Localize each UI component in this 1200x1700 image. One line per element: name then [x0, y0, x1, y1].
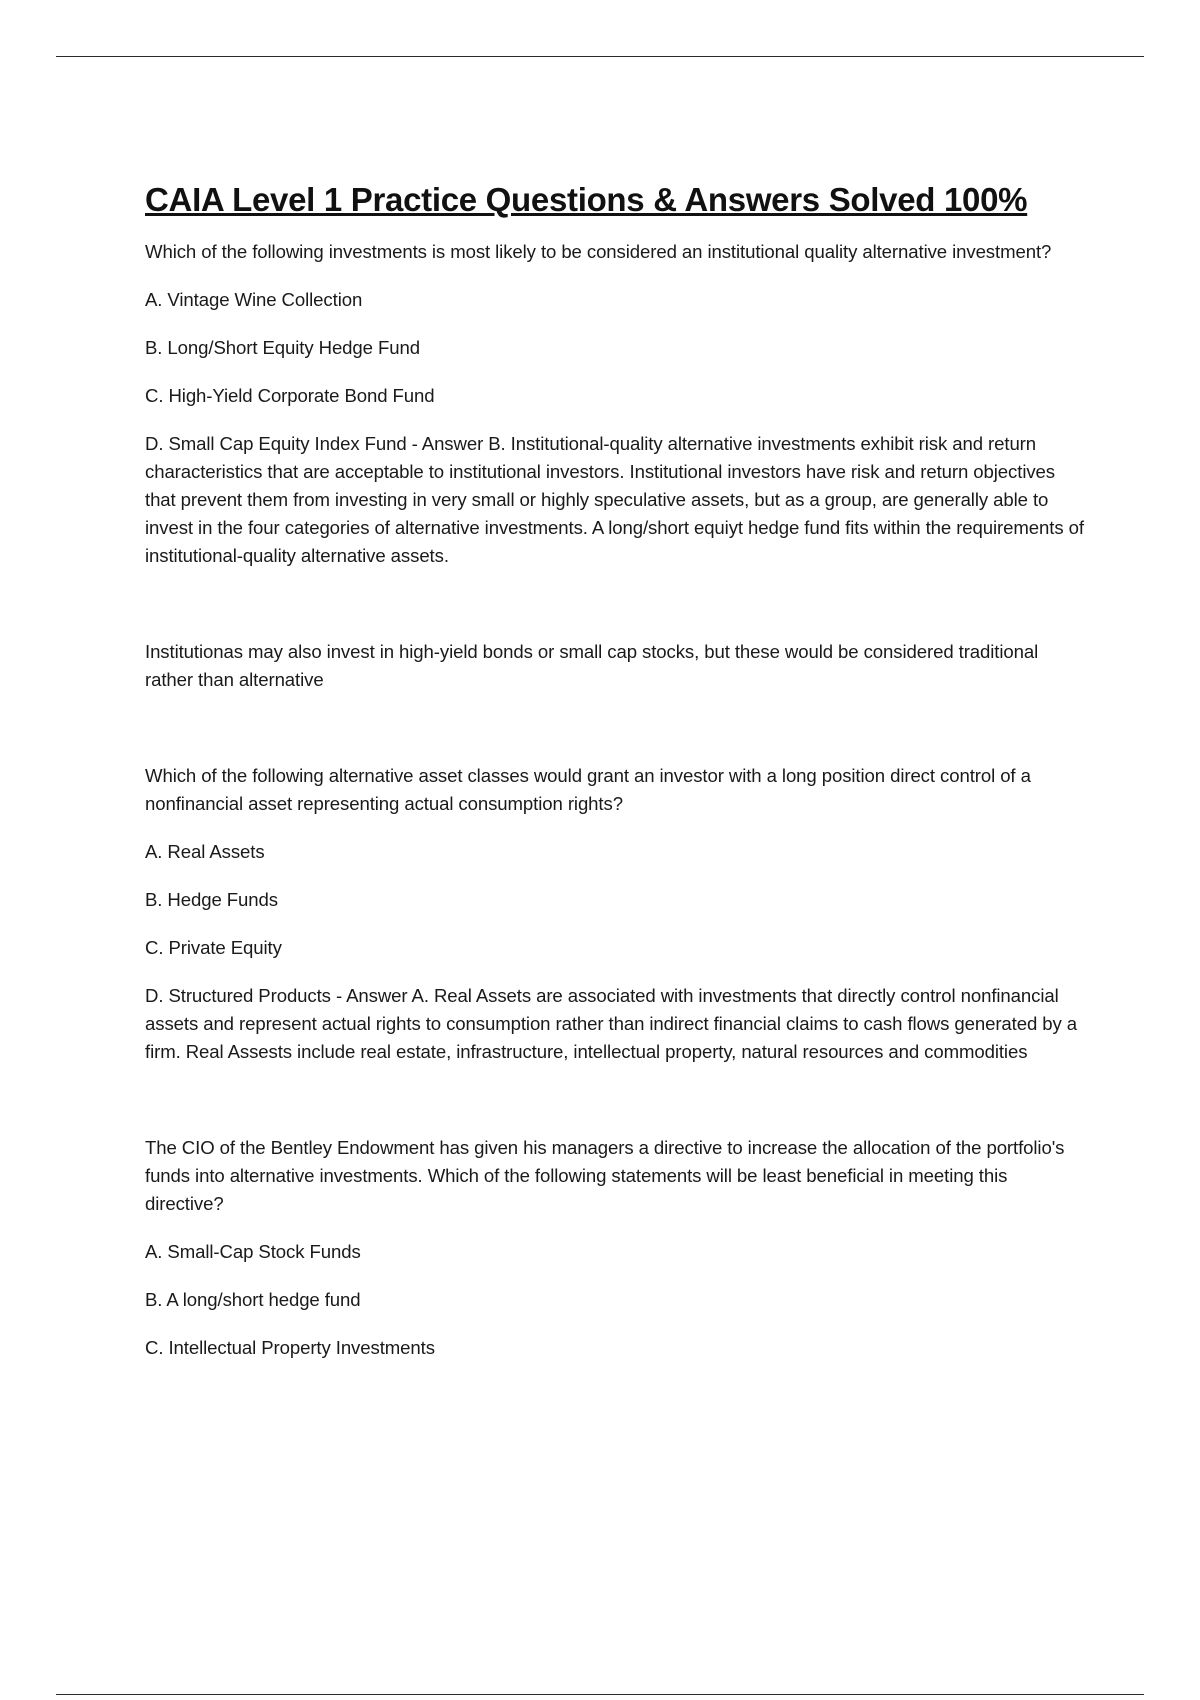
header-rule: [56, 56, 1144, 57]
question-2-text: Which of the following alternative asset classes would grant an investor with a long position direct control of a nonfinancial asset representing actual consumption rights?: [145, 764, 1031, 814]
question-1-note: Institutionas may also invest in high-yield bonds or small cap stocks, but these would be considered traditional rather than alternative: [145, 640, 1039, 690]
document-body: [145, 180, 1085, 1382]
question-1-option-b: B. Long/Short Equity Hedge Fund: [145, 336, 420, 358]
spacer: [145, 714, 1085, 762]
question-2-option-c: C. Private Equity: [145, 936, 282, 958]
question-3-option-a: A. Small-Cap Stock Funds: [145, 1240, 361, 1262]
question-1-option-c: C. High-Yield Corporate Bond Fund: [145, 384, 435, 406]
spacer: [145, 590, 1085, 638]
spacer: [145, 1086, 1085, 1134]
question-3-option-c: C. Intellectual Property Investments: [145, 1336, 435, 1358]
question-3-option-b: B. A long/short hedge fund: [145, 1288, 361, 1310]
question-1-text: Which of the following investments is most likely to be considered an institutional quality alternative investment?: [145, 240, 1052, 262]
question-1-option-d-answer: D. Small Cap Equity Index Fund - Answer B. Institutional-quality alternative investments exhibit risk and return characteristics that are acceptable to institutional investors. Institutional investors have risk and return objectives that prevent them from investing in very small or highly speculative assets, but as a group, are generally able to invest in the four categories of alternative investments. A long/short equiyt hedge fund fits within the requirements of institutional-quality alternative assets.: [145, 432, 1084, 566]
question-1-option-a: A. Vintage Wine Collection: [145, 288, 363, 310]
question-2-option-b: B. Hedge Funds: [145, 888, 278, 910]
document-title: CAIA Level 1 Practice Questions & Answers Solved 100%: [145, 181, 1028, 218]
question-2-option-d-answer: D. Structured Products - Answer A. Real Assets are associated with investments that directly control nonfinancial assets and represent actual rights to consumption rather than indirect financial claims to cash flows generated by a firm. Real Assests include real estate, infrastructure, intellectual property, natural resources and commodities: [145, 984, 1078, 1062]
question-3-text: The CIO of the Bentley Endowment has given his managers a directive to increase the allocation of the portfolio's funds into alternative investments. Which of the following statements will be least beneficial in meeting this directive?: [145, 1136, 1065, 1214]
footer-rule: [56, 1694, 1144, 1695]
question-2-option-a: A. Real Assets: [145, 840, 265, 862]
